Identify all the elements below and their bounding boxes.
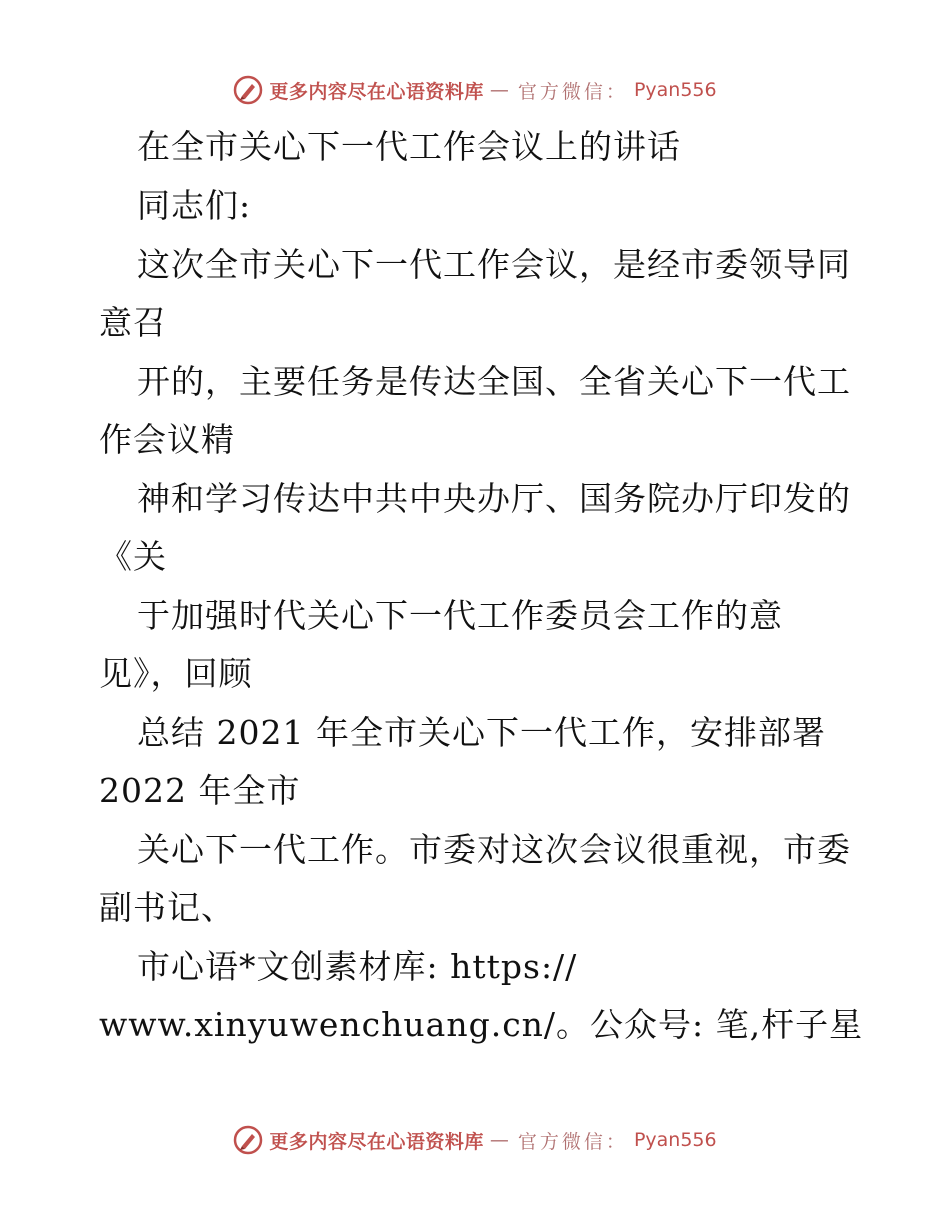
watermark-dash: — [489, 1129, 512, 1151]
watermark-brand: 更多内容尽在心语资料库 [269, 1130, 484, 1153]
body-line: 作会议精 [99, 420, 235, 459]
body-line: 意召 [99, 303, 167, 342]
body-line: 2022 年全市 [99, 771, 301, 810]
pen-logo-icon [233, 1125, 263, 1155]
document-title: 在全市关心下一代工作会议上的讲话 [137, 127, 681, 166]
body-line: 于加强时代关心下一代工作委员会工作的意 [137, 596, 783, 635]
body-line: 副书记、 [99, 888, 235, 927]
watermark-official-label: 官方微信： [517, 1130, 628, 1153]
footer-watermark [0, 1120, 950, 1160]
watermark-wechat-id: Pyan556 [633, 79, 717, 101]
salutation: 同志们: [137, 186, 252, 225]
body-line: 总结 2021 年全市关心下一代工作，安排部署 [137, 713, 826, 752]
body-line: 关心下一代工作。市委对这次会议很重视，市委 [137, 830, 851, 869]
body-line: 市心语*文创素材库: https:// [137, 947, 578, 986]
watermark-brand: 更多内容尽在心语资料库 [269, 80, 484, 103]
body-line: 神和学习传达中共中央办厅、国务院办厅印发的 [137, 479, 851, 518]
watermark-official-label: 官方微信： [517, 80, 628, 103]
watermark-wechat-id: Pyan556 [633, 1129, 717, 1151]
watermark-dash: — [489, 79, 512, 101]
header-watermark [0, 70, 950, 110]
body-line: www.xinyuwenchuang.cn/。公众号: 笔,杆子星 [99, 1005, 864, 1044]
body-line: 这次全市关心下一代工作会议，是经市委领导同 [137, 245, 851, 284]
body-line: 《关 [99, 537, 167, 576]
pen-logo-icon [233, 75, 263, 105]
body-line: 开的，主要任务是传达全国、全省关心下一代工 [137, 362, 851, 401]
body-line: 见》，回顾 [99, 654, 253, 693]
